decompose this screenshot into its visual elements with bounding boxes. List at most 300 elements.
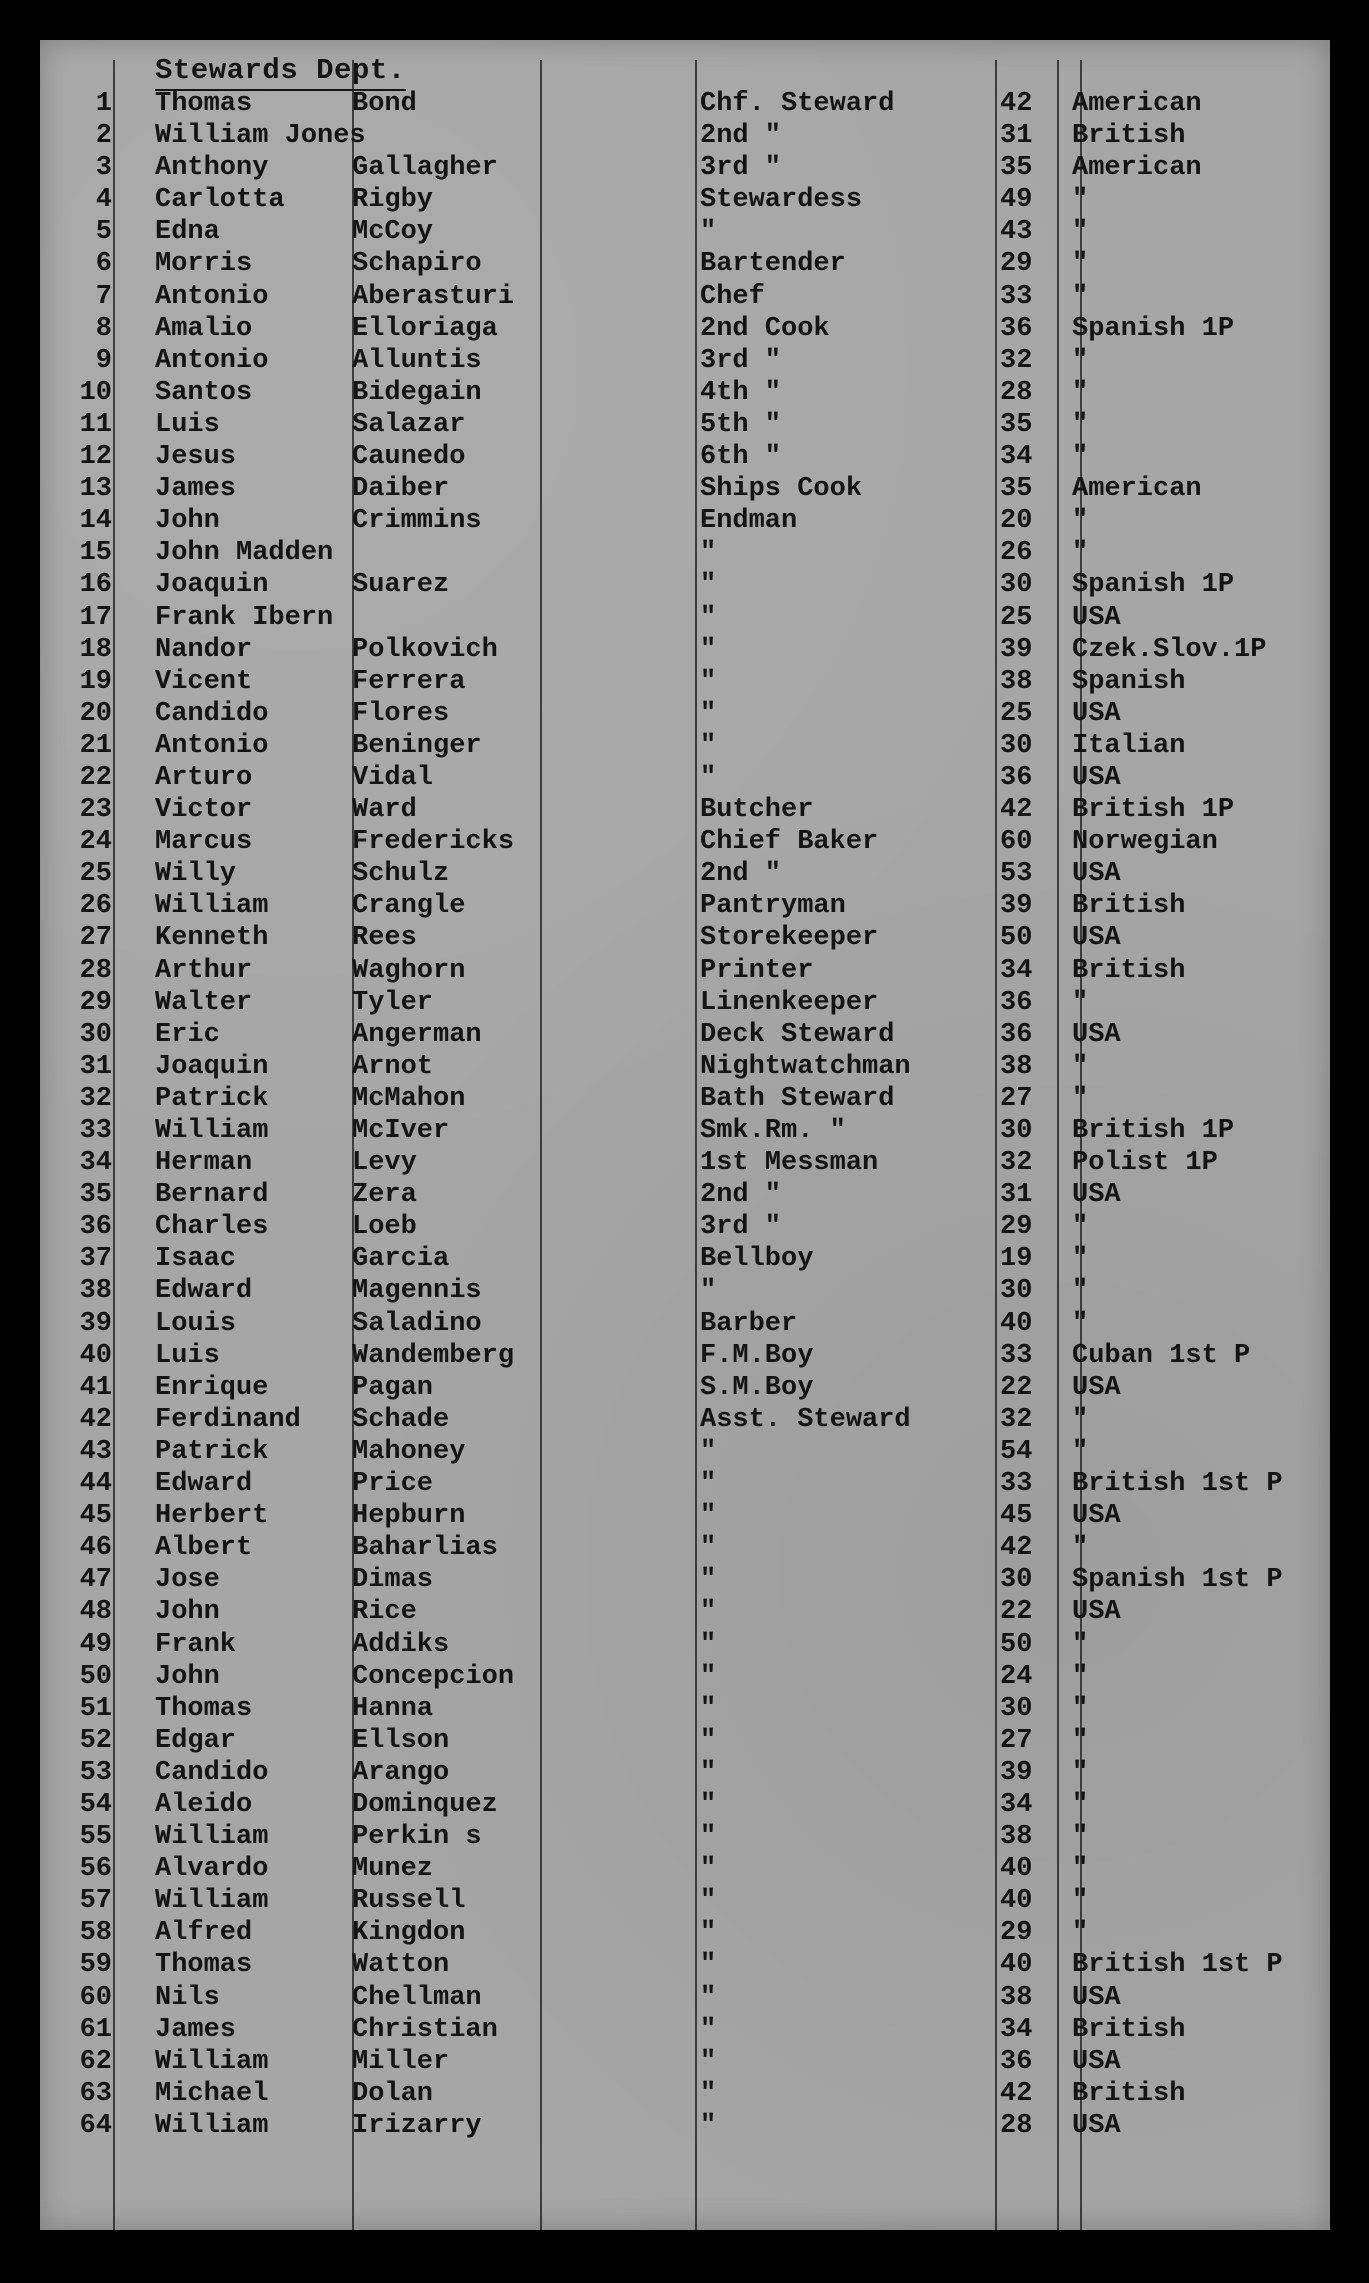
- crew-number: 47: [79, 1565, 112, 1596]
- crew-number: 8: [95, 313, 112, 344]
- department-heading: Stewards Dept.: [155, 54, 406, 91]
- crew-nationality: American: [1072, 153, 1202, 184]
- crew-age: 34: [1000, 2014, 1033, 2045]
- crew-number: 18: [79, 634, 112, 665]
- crew-first-name: Edward: [155, 1276, 253, 1307]
- crew-last-name: Saladino: [352, 1308, 482, 1339]
- crew-row: [40, 2046, 1330, 2078]
- crew-first-name: Amalio: [155, 313, 253, 344]
- crew-age: 49: [1000, 185, 1033, 216]
- crew-rank: ": [700, 698, 717, 729]
- crew-age: 35: [1000, 474, 1033, 505]
- crew-row: [40, 730, 1330, 762]
- crew-rank: Smk.Rm. ": [700, 1116, 846, 1146]
- crew-age: 53: [1000, 859, 1033, 890]
- crew-number: 4: [95, 185, 112, 216]
- crew-last-name: Suarez: [352, 570, 450, 601]
- crew-nationality: ": [1072, 1083, 1089, 1114]
- crew-last-name: Aberasturi: [352, 281, 515, 312]
- crew-rank: Chief Baker: [700, 827, 879, 858]
- crew-age: 22: [1000, 1372, 1033, 1403]
- crew-rank: ": [700, 1597, 717, 1628]
- crew-nationality: ": [1072, 1308, 1089, 1339]
- crew-age: 39: [1000, 1757, 1033, 1788]
- crew-nationality: ": [1072, 1244, 1089, 1275]
- crew-last-name: Arnot: [352, 1051, 434, 1082]
- crew-rank: ": [700, 2110, 717, 2141]
- crew-age: 20: [1000, 506, 1033, 537]
- crew-last-name: Watton: [352, 1950, 450, 1981]
- crew-age: 25: [1000, 698, 1033, 729]
- crew-age: 36: [1000, 987, 1033, 1018]
- crew-nationality: Czek.Slov.1P: [1072, 634, 1267, 665]
- crew-row: [40, 1436, 1330, 1468]
- crew-last-name: Tyler: [352, 987, 434, 1018]
- crew-age: 30: [1000, 1276, 1033, 1307]
- crew-number: 28: [79, 955, 112, 986]
- crew-number: 24: [79, 827, 112, 858]
- crew-nationality: ": [1072, 1789, 1089, 1820]
- crew-rank: Bath Steward: [700, 1083, 895, 1114]
- crew-number: 2: [95, 121, 112, 152]
- crew-rank: Deck Steward: [700, 1019, 895, 1050]
- crew-first-name: John: [155, 506, 220, 537]
- crew-row: [40, 1949, 1330, 1981]
- crew-row: [40, 345, 1330, 377]
- crew-age: 36: [1000, 762, 1033, 793]
- crew-first-name: Anthony: [155, 153, 269, 184]
- crew-nationality: USA: [1072, 859, 1121, 890]
- crew-first-name: Edna: [155, 217, 220, 248]
- crew-number: 37: [79, 1244, 112, 1275]
- crew-first-name: Carlotta: [155, 185, 285, 216]
- crew-first-name: Antonio: [155, 345, 269, 376]
- crew-nationality: British: [1072, 891, 1186, 922]
- crew-row: [40, 698, 1330, 730]
- crew-age: 19: [1000, 1244, 1033, 1275]
- crew-age: 31: [1000, 121, 1033, 152]
- crew-age: 38: [1000, 666, 1033, 697]
- crew-first-name: John: [155, 1661, 220, 1692]
- crew-nationality: ": [1072, 1918, 1089, 1949]
- crew-first-name: Frank Ibern: [155, 602, 334, 633]
- crew-number: 59: [79, 1950, 112, 1981]
- crew-first-name: William: [155, 2110, 269, 2141]
- crew-nationality: American: [1072, 89, 1202, 119]
- crew-last-name: Baharlias: [352, 1533, 498, 1564]
- crew-last-name: Ellson: [352, 1725, 450, 1756]
- crew-row: [40, 1147, 1330, 1179]
- crew-number: 39: [79, 1308, 112, 1339]
- crew-nationality: British: [1072, 121, 1186, 152]
- crew-number: 45: [79, 1501, 112, 1532]
- crew-age: 54: [1000, 1436, 1033, 1467]
- crew-number: 38: [79, 1276, 112, 1307]
- crew-last-name: Chellman: [352, 1982, 482, 2013]
- crew-last-name: Perkin s: [352, 1822, 482, 1853]
- crew-age: 32: [1000, 1404, 1033, 1435]
- crew-row: [40, 1468, 1330, 1500]
- crew-nationality: ": [1072, 345, 1089, 376]
- crew-nationality: Polist 1P: [1072, 1148, 1218, 1179]
- crew-number: 6: [95, 249, 112, 280]
- crew-last-name: Schapiro: [352, 249, 482, 280]
- crew-last-name: Elloriaga: [352, 313, 498, 344]
- crew-age: 32: [1000, 345, 1033, 376]
- crew-rank: Chef: [700, 281, 765, 312]
- crew-row: [40, 409, 1330, 441]
- crew-age: 30: [1000, 1565, 1033, 1596]
- crew-rank: ": [700, 1757, 717, 1788]
- crew-rank: ": [700, 1436, 717, 1467]
- crew-row: [40, 1629, 1330, 1661]
- crew-row: [40, 1340, 1330, 1372]
- crew-nationality: American: [1072, 474, 1202, 505]
- crew-row: [40, 1243, 1330, 1275]
- crew-age: 33: [1000, 1340, 1033, 1371]
- crew-first-name: Arthur: [155, 955, 253, 986]
- crew-last-name: Gallagher: [352, 153, 498, 184]
- crew-rank: Nightwatchman: [700, 1051, 911, 1082]
- crew-row: [40, 634, 1330, 666]
- crew-age: 29: [1000, 1212, 1033, 1243]
- crew-age: 30: [1000, 730, 1033, 761]
- crew-first-name: Aleido: [155, 1789, 253, 1820]
- crew-age: 34: [1000, 955, 1033, 986]
- crew-nationality: USA: [1072, 1372, 1121, 1403]
- crew-rank: ": [700, 1661, 717, 1692]
- crew-last-name: Concepcion: [352, 1661, 515, 1692]
- crew-last-name: Garcia: [352, 1244, 450, 1275]
- crew-age: 42: [1000, 795, 1033, 826]
- crew-number: 13: [79, 474, 112, 505]
- crew-nationality: ": [1072, 1404, 1089, 1435]
- crew-age: 50: [1000, 923, 1033, 954]
- crew-rank: Butcher: [700, 795, 814, 826]
- crew-last-name: Magennis: [352, 1276, 482, 1307]
- crew-first-name: Willy: [155, 859, 237, 890]
- crew-first-name: Alvardo: [155, 1854, 269, 1885]
- crew-number: 32: [79, 1083, 112, 1114]
- crew-rank: ": [700, 1789, 717, 1820]
- crew-rank: ": [700, 1854, 717, 1885]
- crew-first-name: Jose: [155, 1565, 220, 1596]
- crew-row: [40, 248, 1330, 280]
- crew-number: 53: [79, 1757, 112, 1788]
- crew-rank: 3rd ": [700, 1212, 782, 1243]
- crew-last-name: Daiber: [352, 474, 450, 505]
- crew-row: [40, 955, 1330, 987]
- crew-first-name: Victor: [155, 795, 253, 826]
- crew-rank: F.M.Boy: [700, 1340, 814, 1371]
- crew-nationality: Spanish 1P: [1072, 313, 1235, 344]
- crew-number: 40: [79, 1340, 112, 1371]
- crew-first-name: Morris: [155, 249, 253, 280]
- crew-number: 49: [79, 1629, 112, 1660]
- crew-nationality: ": [1072, 1212, 1089, 1243]
- crew-number: 22: [79, 762, 112, 793]
- crew-last-name: Russell: [352, 1886, 466, 1917]
- crew-nationality: USA: [1072, 923, 1121, 954]
- crew-rank: 5th ": [700, 409, 782, 440]
- crew-nationality: USA: [1072, 1180, 1121, 1211]
- crew-rank: ": [700, 634, 717, 665]
- crew-first-name: Patrick: [155, 1083, 269, 1114]
- crew-last-name: Angerman: [352, 1019, 482, 1050]
- crew-age: 28: [1000, 2110, 1033, 2141]
- crew-nationality: Cuban 1st P: [1072, 1340, 1251, 1371]
- crew-rank: ": [700, 2014, 717, 2045]
- crew-row: [40, 1372, 1330, 1404]
- crew-row: [40, 794, 1330, 826]
- crew-first-name: Alfred: [155, 1918, 253, 1949]
- crew-age: 30: [1000, 1116, 1033, 1146]
- crew-age: 36: [1000, 313, 1033, 344]
- crew-first-name: Michael: [155, 2078, 269, 2109]
- crew-row: [40, 1917, 1330, 1949]
- crew-number: 21: [79, 730, 112, 761]
- crew-row: [40, 1500, 1330, 1532]
- crew-row: [40, 1115, 1330, 1147]
- crew-last-name: Dimas: [352, 1565, 434, 1596]
- crew-nationality: ": [1072, 281, 1089, 312]
- crew-first-name: Santos: [155, 377, 253, 408]
- crew-age: 34: [1000, 442, 1033, 473]
- crew-row: [40, 826, 1330, 858]
- crew-nationality: USA: [1072, 1019, 1121, 1050]
- crew-rank: 2nd ": [700, 859, 782, 890]
- crew-first-name: Luis: [155, 1340, 220, 1371]
- crew-number: 56: [79, 1854, 112, 1885]
- crew-first-name: Bernard: [155, 1180, 269, 1211]
- crew-rank: ": [700, 2078, 717, 2109]
- crew-rank: ": [700, 1693, 717, 1724]
- crew-table: [40, 88, 1330, 2142]
- crew-row: [40, 2014, 1330, 2046]
- crew-row: [40, 441, 1330, 473]
- crew-first-name: Antonio: [155, 281, 269, 312]
- crew-first-name: John Madden: [155, 538, 334, 569]
- crew-rank: 4th ": [700, 377, 782, 408]
- crew-row: [40, 473, 1330, 505]
- crew-age: 43: [1000, 217, 1033, 248]
- crew-nationality: British 1st P: [1072, 1950, 1283, 1981]
- crew-nationality: ": [1072, 1276, 1089, 1307]
- crew-rank: Barber: [700, 1308, 798, 1339]
- crew-age: 25: [1000, 602, 1033, 633]
- crew-number: 64: [79, 2110, 112, 2141]
- crew-row: [40, 1789, 1330, 1821]
- crew-nationality: Spanish 1P: [1072, 570, 1235, 601]
- crew-rank: ": [700, 602, 717, 633]
- crew-number: 26: [79, 891, 112, 922]
- crew-first-name: Joaquin: [155, 1051, 269, 1082]
- crew-number: 7: [95, 281, 112, 312]
- crew-number: 46: [79, 1533, 112, 1564]
- crew-first-name: Nils: [155, 1982, 220, 2013]
- crew-nationality: ": [1072, 987, 1089, 1018]
- crew-number: 14: [79, 506, 112, 537]
- crew-first-name: Antonio: [155, 730, 269, 761]
- crew-last-name: Mahoney: [352, 1436, 466, 1467]
- crew-nationality: ": [1072, 1436, 1089, 1467]
- crew-row: [40, 281, 1330, 313]
- crew-last-name: Kingdon: [352, 1918, 466, 1949]
- crew-number: 50: [79, 1661, 112, 1692]
- crew-number: 10: [79, 377, 112, 408]
- crew-number: 17: [79, 602, 112, 633]
- crew-last-name: Vidal: [352, 762, 434, 793]
- crew-first-name: Charles: [155, 1212, 269, 1243]
- crew-rank: Pantryman: [700, 891, 846, 922]
- crew-age: 39: [1000, 634, 1033, 665]
- crew-first-name: Candido: [155, 698, 269, 729]
- crew-nationality: ": [1072, 249, 1089, 280]
- crew-row: [40, 313, 1330, 345]
- crew-last-name: Schade: [352, 1404, 450, 1435]
- crew-last-name: Waghorn: [352, 955, 466, 986]
- crew-rank: ": [700, 1950, 717, 1981]
- crew-age: 38: [1000, 1982, 1033, 2013]
- crew-row: [40, 216, 1330, 248]
- crew-age: 27: [1000, 1083, 1033, 1114]
- crew-age: 30: [1000, 570, 1033, 601]
- crew-first-name: Ferdinand: [155, 1404, 301, 1435]
- crew-nationality: ": [1072, 538, 1089, 569]
- crew-last-name: Loeb: [352, 1212, 417, 1243]
- crew-nationality: USA: [1072, 2110, 1121, 2141]
- crew-age: 40: [1000, 1950, 1033, 1981]
- crew-number: 16: [79, 570, 112, 601]
- crew-first-name: Patrick: [155, 1436, 269, 1467]
- crew-nationality: ": [1072, 1693, 1089, 1724]
- crew-row: [40, 120, 1330, 152]
- crew-first-name: Joaquin: [155, 570, 269, 601]
- crew-last-name: Addiks: [352, 1629, 450, 1660]
- crew-row: [40, 377, 1330, 409]
- crew-age: 38: [1000, 1051, 1033, 1082]
- crew-row: [40, 987, 1330, 1019]
- crew-rank: Ships Cook: [700, 474, 863, 505]
- crew-number: 29: [79, 987, 112, 1018]
- crew-nationality: ": [1072, 1822, 1089, 1853]
- crew-number: 54: [79, 1789, 112, 1820]
- crew-number: 5: [95, 217, 112, 248]
- crew-nationality: Spanish: [1072, 666, 1186, 697]
- crew-last-name: Flores: [352, 698, 450, 729]
- crew-number: 62: [79, 2046, 112, 2077]
- crew-row: [40, 762, 1330, 794]
- crew-row: [40, 184, 1330, 216]
- crew-row: [40, 1275, 1330, 1307]
- crew-number: 43: [79, 1436, 112, 1467]
- crew-last-name: Rice: [352, 1597, 417, 1628]
- crew-rank: Chf. Steward: [700, 89, 895, 119]
- crew-first-name: Candido: [155, 1757, 269, 1788]
- crew-row: [40, 890, 1330, 922]
- crew-first-name: William Jones: [155, 121, 366, 152]
- crew-age: 30: [1000, 1693, 1033, 1724]
- crew-number: 60: [79, 1982, 112, 2013]
- crew-number: 41: [79, 1372, 112, 1403]
- crew-row: [40, 1982, 1330, 2014]
- crew-number: 42: [79, 1404, 112, 1435]
- crew-number: 19: [79, 666, 112, 697]
- crew-row: [40, 858, 1330, 890]
- crew-first-name: Vicent: [155, 666, 253, 697]
- crew-row: [40, 1404, 1330, 1436]
- crew-row: [40, 1757, 1330, 1789]
- crew-last-name: McIver: [352, 1116, 450, 1146]
- crew-rank: ": [700, 1886, 717, 1917]
- crew-number: 15: [79, 538, 112, 569]
- crew-first-name: Thomas: [155, 1950, 253, 1981]
- crew-last-name: Bond: [352, 89, 417, 119]
- crew-rank: ": [700, 1533, 717, 1564]
- crew-first-name: Frank: [155, 1629, 237, 1660]
- crew-number: 33: [79, 1116, 112, 1146]
- crew-age: 34: [1000, 1789, 1033, 1820]
- crew-row: [40, 537, 1330, 569]
- crew-last-name: Caunedo: [352, 442, 466, 473]
- crew-last-name: Crimmins: [352, 506, 482, 537]
- crew-row: [40, 1179, 1330, 1211]
- crew-age: 33: [1000, 1469, 1033, 1500]
- crew-nationality: British: [1072, 955, 1186, 986]
- crew-nationality: USA: [1072, 1597, 1121, 1628]
- crew-last-name: Schulz: [352, 859, 450, 890]
- crew-last-name: Polkovich: [352, 634, 498, 665]
- crew-age: 35: [1000, 153, 1033, 184]
- crew-age: 45: [1000, 1501, 1033, 1532]
- crew-nationality: British 1P: [1072, 795, 1235, 826]
- crew-first-name: William: [155, 1822, 269, 1853]
- crew-last-name: Ferrera: [352, 666, 466, 697]
- crew-number: 44: [79, 1469, 112, 1500]
- crew-rank: 1st Messman: [700, 1148, 879, 1179]
- crew-age: 40: [1000, 1854, 1033, 1885]
- crew-rank: ": [700, 1982, 717, 2013]
- crew-rank: ": [700, 1501, 717, 1532]
- crew-first-name: Edgar: [155, 1725, 237, 1756]
- crew-first-name: Luis: [155, 409, 220, 440]
- crew-age: 40: [1000, 1308, 1033, 1339]
- crew-first-name: Herman: [155, 1148, 253, 1179]
- crew-first-name: Enrique: [155, 1372, 269, 1403]
- crew-number: 35: [79, 1180, 112, 1211]
- crew-rank: ": [700, 2046, 717, 2077]
- crew-row: [40, 569, 1330, 601]
- crew-first-name: Walter: [155, 987, 253, 1018]
- crew-first-name: William: [155, 1886, 269, 1917]
- crew-rank: ": [700, 217, 717, 248]
- crew-rank: ": [700, 1918, 717, 1949]
- crew-first-name: Kenneth: [155, 923, 269, 954]
- crew-number: 52: [79, 1725, 112, 1756]
- crew-rank: ": [700, 570, 717, 601]
- crew-last-name: Bidegain: [352, 377, 482, 408]
- crew-row: [40, 1211, 1330, 1243]
- crew-age: 40: [1000, 1886, 1033, 1917]
- crew-nationality: USA: [1072, 602, 1121, 633]
- crew-last-name: Arango: [352, 1757, 450, 1788]
- crew-rank: Asst. Steward: [700, 1404, 911, 1435]
- crew-last-name: Dominquez: [352, 1789, 498, 1820]
- crew-row: [40, 1019, 1330, 1051]
- crew-nationality: ": [1072, 377, 1089, 408]
- crew-first-name: Thomas: [155, 89, 253, 119]
- crew-rank: ": [700, 762, 717, 793]
